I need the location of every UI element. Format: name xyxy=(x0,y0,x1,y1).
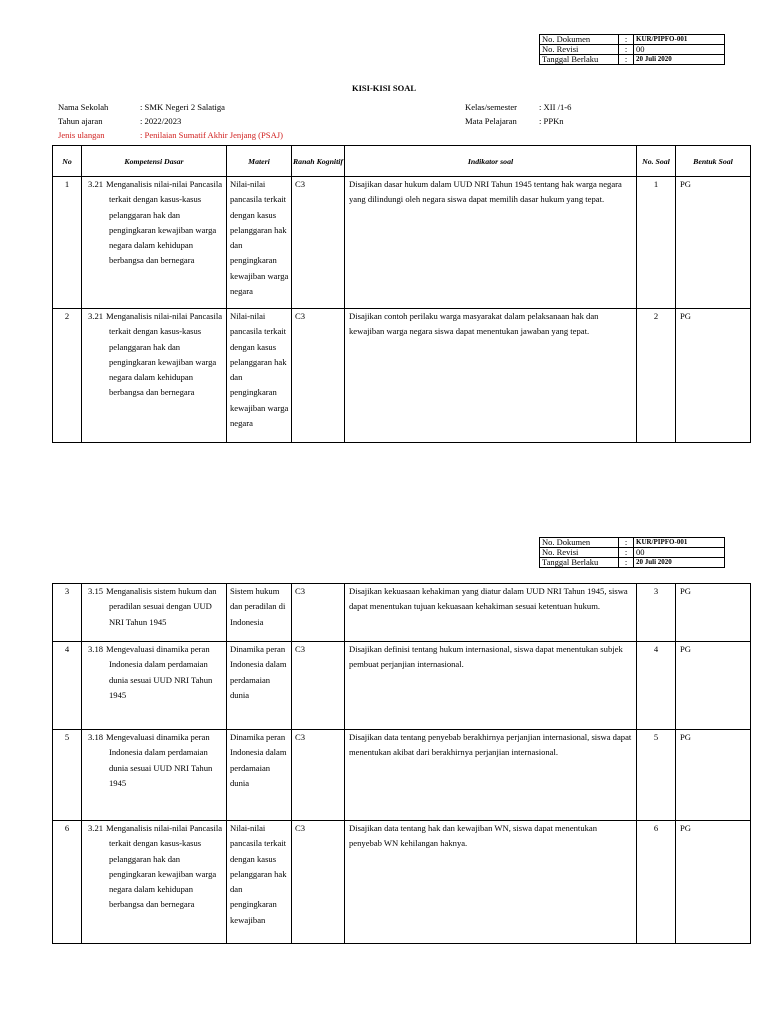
class-semester-label: Kelas/semester xyxy=(465,102,518,112)
kompetensi-dasar-cell xyxy=(82,642,227,730)
kisi-kisi-table-page-2 xyxy=(52,583,751,944)
indikator-cell: Disajikan dasar hukum dalam UUD NRI Tahun 1945 tentang hak warga negara yang dilindungi oleh negara siswa dapat memilih dasar hukum yang tepat. xyxy=(345,177,637,309)
effective-date-sep: : xyxy=(619,558,634,568)
row-number: 5 xyxy=(53,730,82,821)
table-row xyxy=(53,642,751,730)
row-number: 4 xyxy=(53,642,82,730)
exam-type-value: : Penilaian Sumatif Akhir Jenjang (PSAJ) xyxy=(140,130,283,140)
materi-cell: Sistem hukum dan peradilan di Indonesia xyxy=(227,584,292,642)
effective-date-row xyxy=(540,558,725,568)
header-no-soal: No. Soal xyxy=(637,146,676,177)
doc-number-sep: : xyxy=(619,538,634,548)
doc-number-value: KUR/PIPFO-001 xyxy=(634,35,725,45)
effective-date-label: Tanggal Berlaku xyxy=(540,558,619,568)
ranah-kognitif-cell: C3 xyxy=(292,642,345,730)
kd-text: Menganalisis sistem hukum dan peradilan sesuai dengan UUD NRI Tahun 1945 xyxy=(106,586,217,627)
ranah-kognitif-cell: C3 xyxy=(292,821,345,944)
document-info-box-page-2 xyxy=(539,537,725,568)
indikator-cell: Disajikan data tentang hak dan kewajiban WN, siswa dapat menentukan penyebab WN kehilangan haknya. xyxy=(345,821,637,944)
document-info-box-page-1 xyxy=(539,34,725,65)
kompetensi-dasar-cell xyxy=(82,584,227,642)
kd-code: 3.21 xyxy=(88,823,104,833)
kd-text: Menganalisis nilai-nilai Pancasila terkait dengan kasus-kasus pelanggaran hak dan pengingkaran kewajiban warga negara dalam kehidupan berbangsa dan bernegara xyxy=(106,823,223,910)
ranah-kognitif-cell: C3 xyxy=(292,730,345,821)
kd-text: Mengevaluasi dinamika peran Indonesia dalam perdamaian dunia sesuai UUD NRI Tahun 1945 xyxy=(106,644,213,700)
doc-number-sep: : xyxy=(619,35,634,45)
header-ranah-kognitif: Ranah Kognitif xyxy=(292,146,345,177)
materi-cell: Nilai-nilai pancasila terkait dengan kasus pelanggaran hak dan pengingkaran kewajiban warga negara xyxy=(227,177,292,309)
effective-date-label: Tanggal Berlaku xyxy=(540,55,619,65)
materi-cell: Dinamika peran Indonesia dalam perdamaian dunia xyxy=(227,642,292,730)
academic-year-label: Tahun ajaran xyxy=(58,116,103,126)
kd-code: 3.18 xyxy=(88,644,104,654)
kd-code: 3.18 xyxy=(88,732,104,742)
kisi-kisi-table-page-1 xyxy=(52,145,751,443)
ranah-kognitif-cell: C3 xyxy=(292,177,345,309)
row-number: 1 xyxy=(53,177,82,309)
page-title: KISI-KISI SOAL xyxy=(351,83,416,93)
row-number: 2 xyxy=(53,309,82,443)
kd-code: 3.21 xyxy=(88,311,104,321)
table-row xyxy=(53,730,751,821)
table-row xyxy=(53,309,751,443)
school-info-right xyxy=(465,102,665,132)
revision-sep: : xyxy=(619,548,634,558)
effective-date-sep: : xyxy=(619,55,634,65)
kd-text: Mengevaluasi dinamika peran Indonesia dalam perdamaian dunia sesuai UUD NRI Tahun 1945 xyxy=(106,732,213,788)
subject-value: : PPKn xyxy=(539,116,564,126)
table-row xyxy=(53,584,751,642)
header-no: No xyxy=(53,146,82,177)
header-bentuk-soal: Bentuk Soal xyxy=(676,146,751,177)
indikator-cell: Disajikan data tentang penyebab berakhirnya perjanjian internasional, siswa dapat menentukan akibat dari berakhirnya perjanjian internasional. xyxy=(345,730,637,821)
no-soal-cell: 3 xyxy=(637,584,676,642)
doc-number-label: No. Dokumen xyxy=(540,538,619,548)
bentuk-soal-cell: PG xyxy=(676,309,751,443)
header-materi: Materi xyxy=(227,146,292,177)
bentuk-soal-cell: PG xyxy=(676,177,751,309)
kd-code: 3.21 xyxy=(88,179,104,189)
revision-row xyxy=(540,45,725,55)
no-soal-cell: 5 xyxy=(637,730,676,821)
academic-year-value: : 2022/2023 xyxy=(140,116,182,126)
header-kompetensi-dasar: Kompetensi Dasar xyxy=(82,146,227,177)
subject-label: Mata Pelajaran xyxy=(465,116,517,126)
bentuk-soal-cell: PG xyxy=(676,642,751,730)
no-soal-cell: 6 xyxy=(637,821,676,944)
materi-cell: Nilai-nilai pancasila terkait dengan kasus pelanggaran hak dan pengingkaran kewajiban xyxy=(227,821,292,944)
revision-row xyxy=(540,548,725,558)
exam-type-label: Jenis ulangan xyxy=(58,130,105,140)
row-number: 6 xyxy=(53,821,82,944)
revision-label: No. Revisi xyxy=(540,548,619,558)
revision-label: No. Revisi xyxy=(540,45,619,55)
kompetensi-dasar-cell xyxy=(82,309,227,443)
indikator-cell: Disajikan definisi tentang hukum internasional, siswa dapat menentukan subjek pembuat perjanjian internasional. xyxy=(345,642,637,730)
revision-sep: : xyxy=(619,45,634,55)
doc-number-row xyxy=(540,35,725,45)
doc-number-row xyxy=(540,538,725,548)
table-header-row xyxy=(53,146,751,177)
effective-date-value: 20 Juli 2020 xyxy=(634,558,725,568)
bentuk-soal-cell: PG xyxy=(676,730,751,821)
effective-date-row xyxy=(540,55,725,65)
revision-value: 00 xyxy=(634,548,725,558)
revision-value: 00 xyxy=(634,45,725,55)
bentuk-soal-cell: PG xyxy=(676,584,751,642)
kd-code: 3.15 xyxy=(88,586,104,596)
school-name-label: Nama Sekolah xyxy=(58,102,109,112)
no-soal-cell: 2 xyxy=(637,309,676,443)
school-name-value: : SMK Negeri 2 Salatiga xyxy=(140,102,225,112)
class-semester-value: : XII /1-6 xyxy=(539,102,572,112)
table-row xyxy=(53,821,751,944)
bentuk-soal-cell: PG xyxy=(676,821,751,944)
header-indikator-soal: Indikator soal xyxy=(345,146,637,177)
kompetensi-dasar-cell xyxy=(82,177,227,309)
school-info-left xyxy=(58,102,358,142)
indikator-cell: Disajikan contoh perilaku warga masyarakat dalam pelaksanaan hak dan kewajiban warga negara siswa dapat menentukan jawaban yang tepat. xyxy=(345,309,637,443)
indikator-cell: Disajikan kekuasaan kehakiman yang diatur dalam UUD NRI Tahun 1945, siswa dapat menentukan tujuan kekuasaan kehakiman sesuai ketentuan hukum. xyxy=(345,584,637,642)
kompetensi-dasar-cell xyxy=(82,730,227,821)
materi-cell: Nilai-nilai pancasila terkait dengan kasus pelanggaran hak dan pengingkaran kewajiban warga negara xyxy=(227,309,292,443)
row-number: 3 xyxy=(53,584,82,642)
no-soal-cell: 4 xyxy=(637,642,676,730)
doc-number-value: KUR/PIPFO-001 xyxy=(634,538,725,548)
kd-text: Menganalisis nilai-nilai Pancasila terkait dengan kasus-kasus pelanggaran hak dan pengingkaran kewajiban warga negara dalam kehidupan berbangsa dan bernegara xyxy=(106,311,223,398)
ranah-kognitif-cell: C3 xyxy=(292,584,345,642)
table-row xyxy=(53,177,751,309)
doc-number-label: No. Dokumen xyxy=(540,35,619,45)
materi-cell: Dinamika peran Indonesia dalam perdamaian dunia xyxy=(227,730,292,821)
effective-date-value: 20 Juli 2020 xyxy=(634,55,725,65)
kompetensi-dasar-cell xyxy=(82,821,227,944)
no-soal-cell: 1 xyxy=(637,177,676,309)
ranah-kognitif-cell: C3 xyxy=(292,309,345,443)
kd-text: Menganalisis nilai-nilai Pancasila terkait dengan kasus-kasus pelanggaran hak dan pengingkaran kewajiban warga negara dalam kehidupan berbangsa dan bernegara xyxy=(106,179,223,266)
